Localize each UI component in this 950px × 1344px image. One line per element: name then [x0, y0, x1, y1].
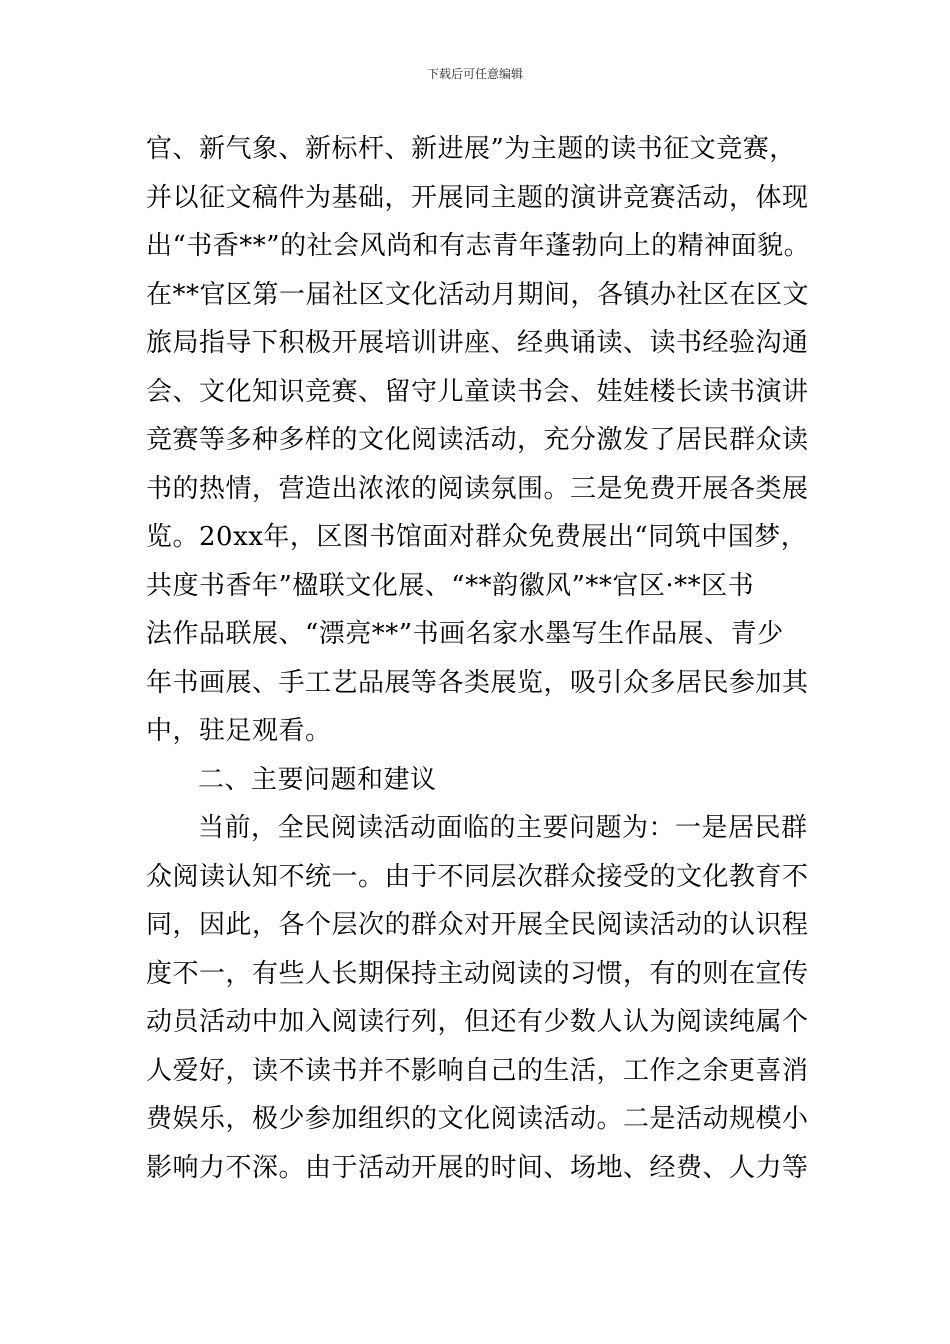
- text-line: 同，因此，各个层次的群众对开展全民阅读活动的认识程: [146, 910, 809, 940]
- text-line: 度不一，有些人长期保持主动阅读的习惯，有的则在宣传: [146, 958, 809, 989]
- text-line: 旅局指导下积极开展培训讲座、经典诵读、读书经验沟通: [146, 328, 809, 358]
- page-header: 下载后可任意编辑: [426, 67, 523, 81]
- text-line: 在**官区第一届社区文化活动月期间，各镇办社区在区文: [146, 279, 810, 310]
- text-line: 竞赛等多种多样的文化阅读活动，充分激发了居民群众读: [146, 425, 809, 455]
- text-line: 当前，全民阅读活动面临的主要问题为：一是居民群: [198, 813, 808, 843]
- section-heading: 二、主要问题和建议: [198, 764, 437, 795]
- text-line: 会、文化知识竞赛、留守儿童读书会、娃娃楼长读书演讲: [146, 376, 809, 407]
- document-body: [146, 125, 836, 1192]
- text-line: 共度书香年”楹联文化展、“**韵徽风”**官区·**区书: [146, 570, 755, 601]
- text-line: 动员活动中加入阅读行列，但还有少数人认为阅读纯属个: [146, 1007, 809, 1037]
- text-line: 书的热情，营造出浓浓的阅读氛围。三是免费开展各类展: [146, 473, 809, 504]
- text-line: 法作品联展、“漂亮**”书画名家水墨写生作品展、青少: [146, 619, 784, 649]
- text-line: 影响力不深。由于活动开展的时间、场地、经费、人力等: [146, 1152, 809, 1183]
- text-line: 众阅读认知不统一。由于不同层次群众接受的文化教育不: [146, 861, 809, 892]
- text-line: 并以征文稿件为基础，开展同主题的演讲竞赛活动，体现: [146, 182, 809, 213]
- text-line: 官、新气象、新标杆、新进展”为主题的读书征文竞赛，: [146, 134, 796, 164]
- text-line: 人爱好，读不读书并不影响自己的生活，工作之余更喜消: [146, 1055, 809, 1086]
- text-line: 中，驻足观看。: [146, 716, 332, 746]
- text-line: 出“书香**”的社会风尚和有志青年蓬勃向上的精神面貌。: [146, 231, 811, 261]
- text-line: 费娱乐，极少参加组织的文化阅读活动。二是活动规模小: [146, 1104, 809, 1134]
- text-line: 览。20xx年，区图书馆面对群众免费展出“同筑中国梦，: [146, 522, 808, 552]
- text-line: 年书画展、手工艺品展等各类展览，吸引众多居民参加其: [146, 667, 809, 698]
